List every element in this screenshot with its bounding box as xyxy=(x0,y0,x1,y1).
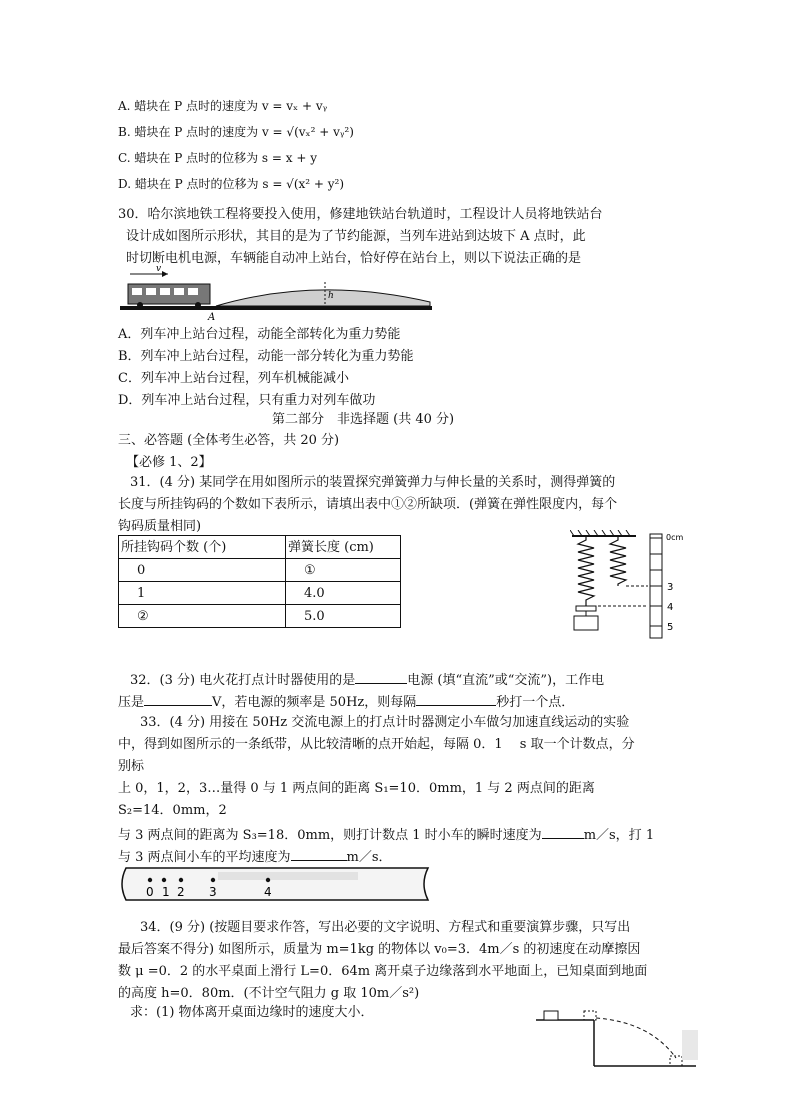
table-row xyxy=(119,559,401,582)
q34-question: 求：(1) 物体离开桌面边缘时的速度大小． xyxy=(130,1005,374,1020)
q30-stem-line1: 30．哈尔滨地铁工程将要投入使用，修建地铁站台轨道时，工程设计人员将地铁站台 xyxy=(118,207,603,222)
q30-stem-line3: 时切断电机电源，车辆能自动冲上站台，恰好停在站台上，则以下说法正确的是 xyxy=(126,251,582,266)
q34-line4: 的高度 h=0．80m．(不计空气阻力 g 取 10m／s²) xyxy=(118,986,420,1001)
q30-option-c: C．列车冲上站台过程，列车机械能减小 xyxy=(118,371,349,386)
q30-option-b: B．列车冲上站台过程，动能一部分转化为重力势能 xyxy=(118,349,414,364)
table-row xyxy=(119,605,401,628)
table-header: 弹簧长度 (cm) xyxy=(286,536,401,559)
q33-line5: S₂=14．0mm，2 xyxy=(118,803,227,818)
q31-stem-line2: 长度与所挂钩码的个数如下表所示，请填出表中①②所缺项．(弹簧在弹性限度内，每个 xyxy=(118,497,618,512)
q32-text: V，若电源的频率是 50Hz，则每隔 xyxy=(212,695,417,710)
q30-train-figure xyxy=(118,262,434,320)
tape-label: 2 xyxy=(177,885,185,899)
q34-line3: 数 μ =0．2 的水平桌面上滑行 L=0．64m 离开桌子边缘落到水平地面上，已知桌面到地面 xyxy=(118,964,648,979)
q32-text: 32．(3 分) 电火花打点计时器使用的是 xyxy=(130,673,356,688)
point-a-label: A xyxy=(208,312,216,320)
q33-paper-tape xyxy=(118,866,434,908)
answer-blank[interactable] xyxy=(144,693,212,706)
module-heading: 【必修 1、2】 xyxy=(126,455,212,470)
table-cell: ② xyxy=(119,605,286,628)
table-cell: 0 xyxy=(119,559,286,582)
q32-line1 xyxy=(130,671,604,687)
tape-label: 1 xyxy=(162,885,170,899)
ruler-label: 4 xyxy=(667,602,674,613)
q34-line1: 34．(9 分) (按题目要求作答，写出必要的文字说明、方程式和重要演算步骤，只写出 xyxy=(140,920,631,935)
train-velocity-label: v xyxy=(156,264,162,274)
q30-option-d: D．列车冲上站台过程，只有重力对列车做功 xyxy=(118,393,376,408)
platform-height-label: h xyxy=(328,291,334,301)
table-header: 所挂钩码个数 (个) xyxy=(119,536,286,559)
q32-text: 电源 (填“直流”或“交流”)，工作电 xyxy=(407,673,605,688)
answer-blank[interactable] xyxy=(291,848,347,861)
q30-stem-line2: 设计成如图所示形状，其目的是为了节约能源，当列车进站到达坡下 A 点时，此 xyxy=(126,229,586,244)
answer-blank[interactable] xyxy=(416,693,496,706)
table-cell: 1 xyxy=(119,582,286,605)
q29-option-b: B. 蜡块在 P 点时的速度为 v = √(vₓ² + vᵧ²) xyxy=(118,125,354,139)
q33-line7 xyxy=(118,848,392,864)
q31-stem-line3: 钩码质量相同) xyxy=(118,519,202,534)
answer-blank[interactable] xyxy=(355,671,407,684)
q33-text: 与 3 两点间小车的平均速度为 xyxy=(118,850,291,865)
table-cell: 4.0 xyxy=(286,582,401,605)
q31-stem-line1: 31．(4 分) 某同学在用如图所示的装置探究弹簧弹力与伸长量的关系时，测得弹簧的 xyxy=(130,475,616,490)
q32-line2 xyxy=(118,693,574,709)
tape-label: 4 xyxy=(264,885,272,899)
q34-table-figure xyxy=(532,1010,700,1070)
table-header-row xyxy=(119,536,401,559)
ruler-label: 3 xyxy=(667,582,674,593)
q32-text: 压是 xyxy=(118,695,145,710)
q29-option-d: D. 蜡块在 P 点时的位移为 s = √(x² + y²) xyxy=(118,177,345,191)
q33-line2: 中，得到如图所示的一条纸带，从比较清晰的点开始起，每隔 0．1 s 取一个计数点，分 xyxy=(118,737,635,752)
section3-heading: 三、必答题 (全体考生必答，共 20 分) xyxy=(118,433,340,448)
q33-line1: 33．(4 分) 用接在 50Hz 交流电源上的打点计时器测定小车做匀加速直线运动的实验 xyxy=(140,715,630,730)
table-row xyxy=(119,582,401,605)
ruler-label: 0cm xyxy=(666,533,684,542)
q29-option-a: A. 蜡块在 P 点时的速度为 v = vₓ + vᵧ xyxy=(118,99,328,113)
part2-title: 第二部分 非选择题 (共 40 分) xyxy=(272,412,455,427)
q29-option-c: C. 蜡块在 P 点时的位移为 s = x + y xyxy=(118,151,317,165)
q33-line6 xyxy=(118,826,654,842)
q33-text: m／s，打 1 xyxy=(583,828,655,843)
tape-label: 0 xyxy=(146,885,154,899)
table-cell: ① xyxy=(286,559,401,582)
answer-blank[interactable] xyxy=(542,826,584,839)
q32-text: 秒打一个点． xyxy=(496,695,575,710)
q33-line3: 别标 xyxy=(118,759,145,774)
q34-line2: 最后答案不得分) 如图所示，质量为 m=1kg 的物体以 v₀=3．4m／s 的初速度在动摩擦因 xyxy=(118,942,641,957)
table-cell: 5.0 xyxy=(286,605,401,628)
q33-text: 与 3 两点间的距离为 S₃=18．0mm，则打计数点 1 时小车的瞬时速度为 xyxy=(118,828,542,843)
tape-label: 3 xyxy=(209,885,217,899)
q31-spring-figure xyxy=(570,530,690,642)
q30-option-a: A．列车冲上站台过程，动能全部转化为重力势能 xyxy=(118,327,401,342)
q31-table xyxy=(118,535,401,628)
ruler-label: 5 xyxy=(667,622,674,633)
q33-text: m／s． xyxy=(346,850,392,865)
q33-line4: 上 0，1，2，3…量得 0 与 1 两点间的距离 S₁=10．0mm，1 与 2 两点间的距离 xyxy=(118,781,595,796)
